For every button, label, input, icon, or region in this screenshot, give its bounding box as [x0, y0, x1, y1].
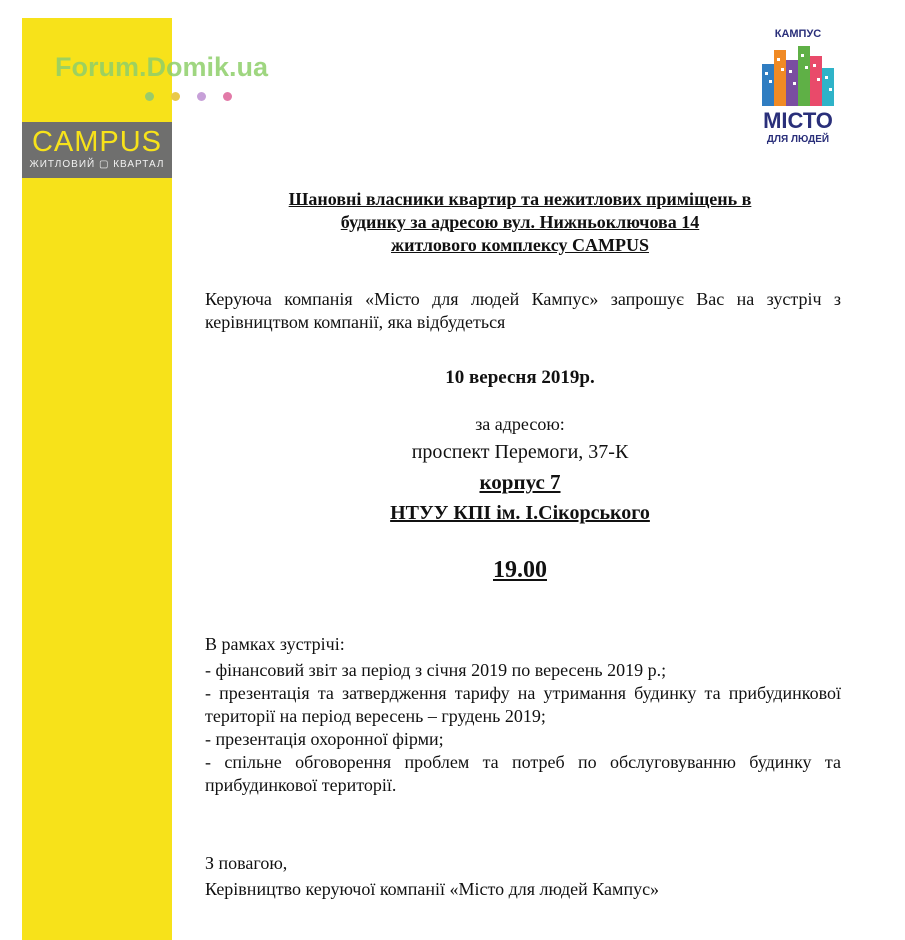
watermark-dot [197, 92, 206, 101]
watermark-dot [171, 92, 180, 101]
campus-logo-subtitle: ЖИТЛОВИЙ ▢ КВАРТАЛ [29, 159, 165, 170]
agenda-title: В рамках зустрічі: [205, 634, 345, 654]
misto-logo-bottom: ДЛЯ ЛЮДЕЙ [766, 134, 830, 145]
heading-line: житлового комплексу CAMPUS [391, 235, 649, 255]
signature: Керівництво керуючої компанії «Місто для людей Кампус» [205, 879, 660, 899]
agenda-item: - презентація охоронної фірми; [205, 729, 444, 749]
building: корпус 7 [479, 470, 561, 494]
letter-heading [200, 188, 840, 257]
city-buildings-icon [760, 42, 836, 106]
misto-logo [752, 28, 844, 148]
watermark: Forum.Domik.ua [55, 52, 269, 82]
agenda-item: - спільне обговорення проблем та потреб по обслуговуванню будинку та прибудинкової території. [205, 752, 841, 795]
closing: З повагою, [205, 853, 288, 873]
campus-logo-word: CAMPUS [31, 126, 163, 158]
misto-logo-top: КАМПУС [774, 28, 822, 40]
meeting-date: 10 вересня 2019р. [445, 367, 595, 388]
campus-logo [22, 122, 172, 178]
address: проспект Перемоги, 37-К [411, 441, 629, 463]
university: НТУУ КПІ ім. І.Сікорського [390, 502, 650, 524]
agenda-item: - презентація та затвердження тарифу на утримання будинку та прибудинкової території на період вересень – грудень 2019; [205, 683, 841, 726]
watermark-dot [223, 92, 232, 101]
heading-line: Шановні власники квартир та нежитлових приміщень в [288, 189, 752, 209]
misto-logo-word: МІСТО [763, 108, 833, 133]
agenda-list [205, 659, 841, 797]
address-label: за адресою: [475, 414, 565, 434]
agenda-item: - фінансовий звіт за період з січня 2019 по вересень 2019 р.; [205, 660, 667, 680]
heading-line: будинку за адресою вул. Нижньоключова 14 [340, 212, 700, 232]
intro-paragraph: Керуюча компанія «Місто для людей Кампус» запрошує Вас на зустріч з керівництвом компанії, яка відбудеться [205, 289, 841, 332]
watermark-dot [145, 92, 154, 101]
meeting-time: 19.00 [493, 557, 547, 583]
watermark-dots [145, 88, 249, 106]
